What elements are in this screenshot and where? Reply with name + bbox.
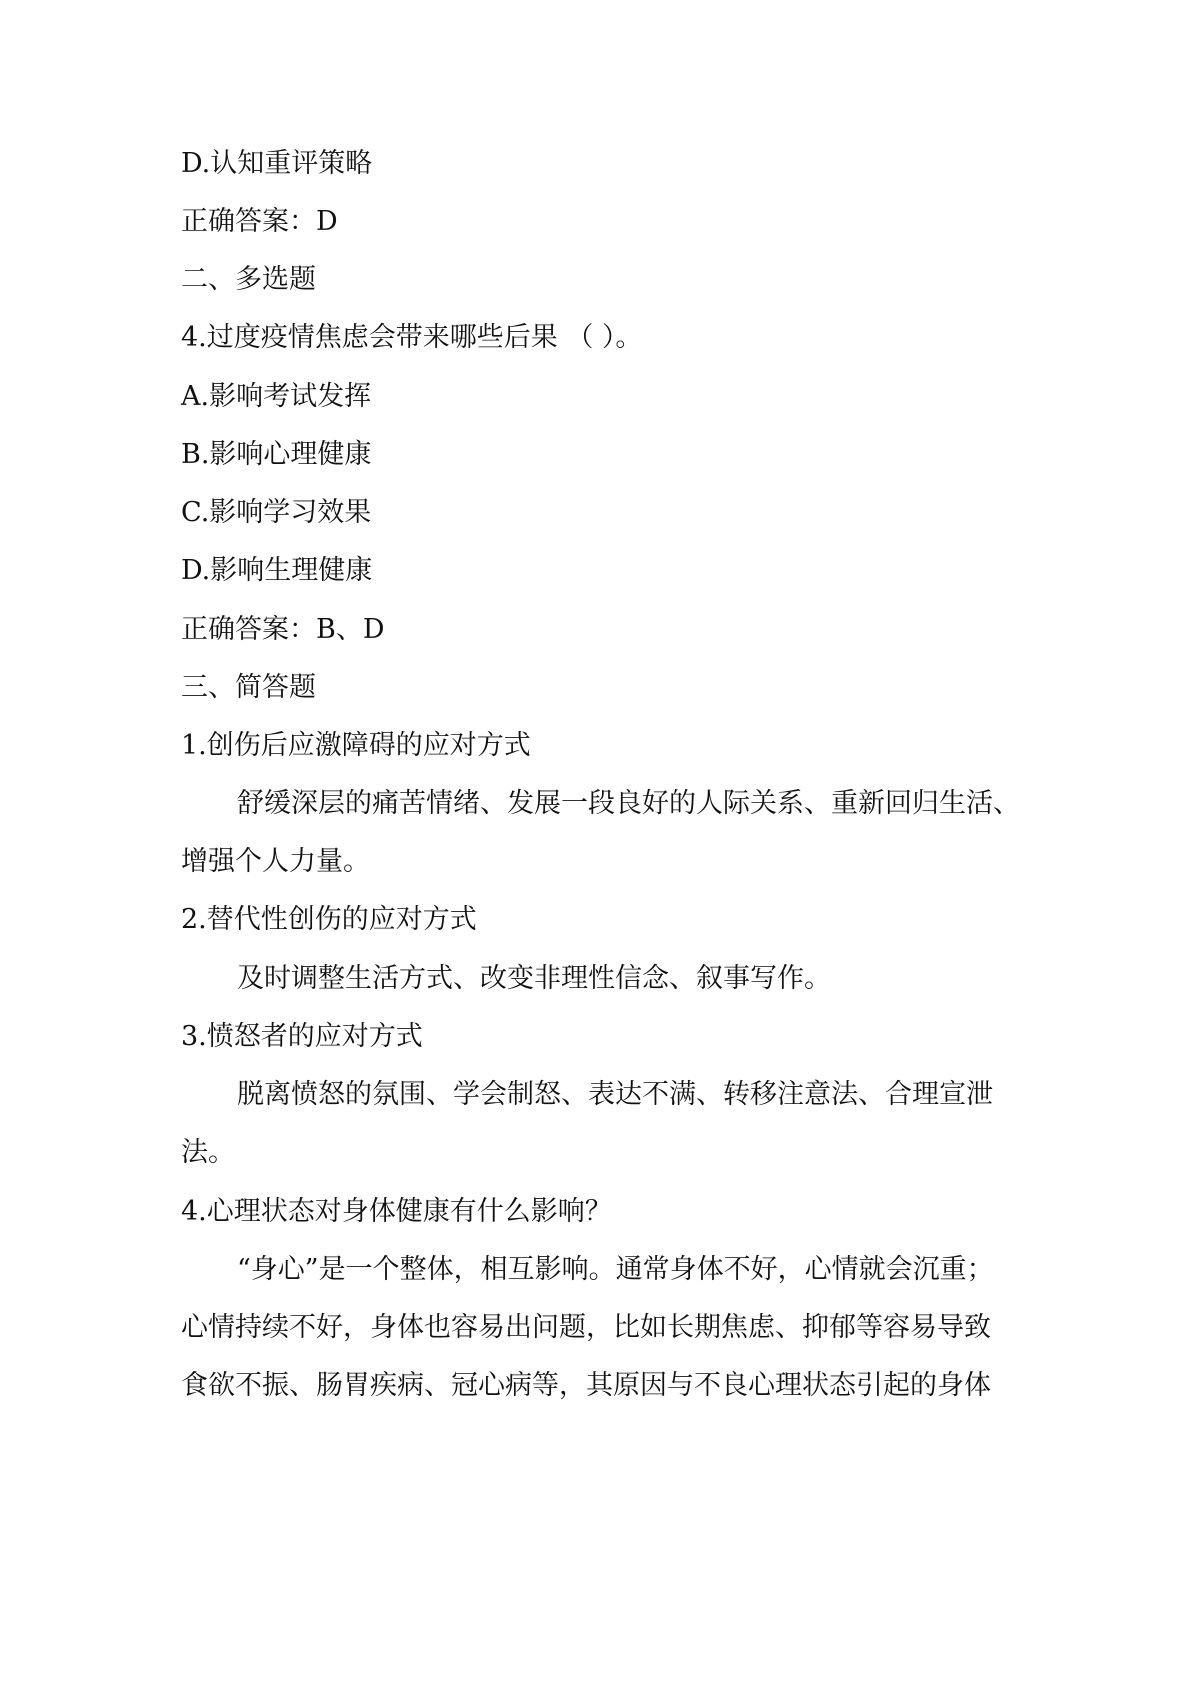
option-c-text: C.影响学习效果 [181,497,372,528]
section-heading-short-answer: 三、简答题 [181,672,316,703]
section-heading-multiple-choice: 二、多选题 [181,264,316,295]
option-b-text: B.影响心理健康 [181,439,372,470]
answer-text: 正确答案：B、D [181,614,385,645]
short-question-2: 2.替代性创伤的应对方式 [181,904,477,935]
short-question-1: 1.创伤后应激障碍的应对方式 [181,730,531,761]
short-answer-4-line: 心情持续不好，身体也容易出问题，比如长期焦虑、抑郁等容易导致 [181,1312,991,1343]
short-answer-1-line: 舒缓深层的痛苦情绪、发展一段良好的人际关系、重新回归生活、 [237,788,1020,819]
option-a-text: A.影响考试发挥 [181,381,372,412]
short-answer-3-line: 脱离愤怒的氛围、学会制怒、表达不满、转移注意法、合理宣泄 [237,1079,993,1110]
question-text: 4.过度疫情焦虑会带来哪些后果 （ ）。 [181,322,643,353]
short-question-4: 4.心理状态对身体健康有什么影响？ [181,1196,612,1227]
option-d-text: D.认知重评策略 [181,148,373,179]
short-answer-2-line: 及时调整生活方式、改变非理性信念、叙事写作。 [237,963,831,994]
short-answer-4-line: “身心”是一个整体，相互影响。通常身体不好，心情就会沉重； [237,1254,994,1285]
short-answer-4-line: 食欲不振、肠胃疾病、冠心病等，其原因与不良心理状态引起的身体 [181,1370,991,1401]
short-answer-3-line: 法。 [181,1137,235,1168]
option-d-text: D.影响生理健康 [181,555,373,586]
short-answer-1-line: 增强个人力量。 [181,846,370,877]
short-question-3: 3.愤怒者的应对方式 [181,1021,423,1052]
answer-text: 正确答案：D [181,206,338,237]
